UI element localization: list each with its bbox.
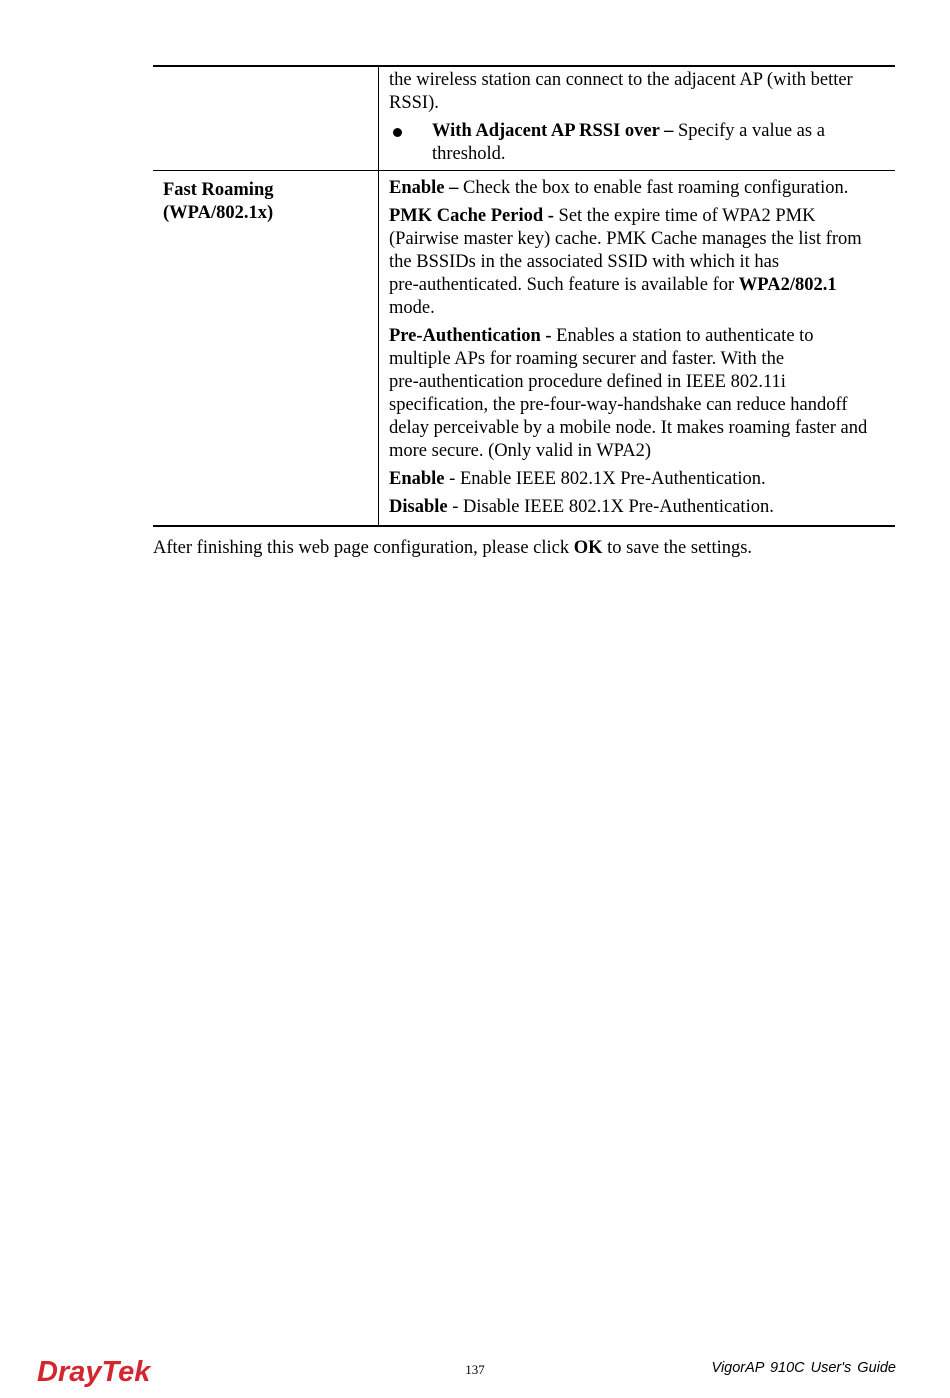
text-line: delay perceivable by a mobile node. It makes roaming faster and: [389, 418, 868, 438]
text-line: specification, the pre-four-way-handshake can reduce handoff: [389, 395, 848, 415]
preauth-bold: Pre-Authentication -: [389, 326, 552, 346]
after-text-before: After finishing this web page configuration, please click: [153, 538, 574, 558]
description-cell: [379, 66, 896, 171]
disable-bold: Disable: [389, 497, 448, 517]
logo-text: DrayTek: [37, 1356, 151, 1388]
label-line: (WPA/802.1x): [163, 203, 274, 223]
text-line: (Pairwise master key) cache. PMK Cache manages the list from: [389, 229, 862, 249]
ok-bold: OK: [573, 538, 603, 558]
bullet-line: threshold.: [432, 144, 506, 164]
bullet-icon: [393, 128, 402, 137]
text-line: [389, 205, 887, 228]
text-line: the BSSIDs in the associated SSID with which it has: [389, 252, 780, 272]
bullet-line: [432, 120, 887, 143]
text-line: the wireless station can connect to the adjacent AP (with better: [389, 70, 853, 90]
enable-text: Check the box to enable fast roaming configuration.: [458, 178, 849, 198]
enable-bold: Enable –: [389, 178, 459, 198]
after-instruction: [153, 537, 752, 560]
guide-title: VigorAP 910C User's Guide: [711, 1360, 896, 1376]
enable2-bold: Enable: [389, 469, 445, 489]
preauth-paragraph: [389, 325, 887, 463]
enable-paragraph: [389, 177, 887, 200]
pmk-mode-bold: WPA2/802.1: [738, 275, 837, 295]
label-cell-empty: [153, 66, 379, 171]
bullet-bold: With Adjacent AP RSSI over –: [432, 121, 674, 141]
label-cell: [153, 171, 379, 527]
disable-text: - Disable IEEE 802.1X Pre-Authentication.: [447, 497, 774, 517]
text-line: [389, 274, 887, 297]
enable-preauth-paragraph: [389, 468, 887, 491]
description-cell: [379, 171, 896, 527]
enable2-text: - Enable IEEE 802.1X Pre-Authentication.: [444, 469, 766, 489]
label-line: Fast Roaming: [163, 180, 274, 200]
page-number: 137: [465, 1362, 485, 1377]
pmk-bold: PMK Cache Period -: [389, 206, 554, 226]
table-row: [153, 171, 895, 527]
text-line: [389, 325, 887, 348]
bullet-text: Specify a value as a: [673, 121, 825, 141]
pmk-text: pre-authenticated. Such feature is available for: [389, 275, 739, 295]
table-row: [153, 66, 895, 171]
pmk-paragraph: [389, 205, 887, 320]
text-line: multiple APs for roaming securer and faster. With the: [389, 349, 785, 369]
text-line: mode.: [389, 298, 435, 318]
pmk-text: Set the expire time of WPA2 PMK: [553, 206, 816, 226]
parameter-table: [153, 65, 895, 527]
bullet-item: [389, 120, 887, 166]
disable-preauth-paragraph: [389, 496, 887, 519]
text-line: RSSI).: [389, 93, 439, 113]
text-line: more secure. (Only valid in WPA2): [389, 441, 652, 461]
preauth-text: Enables a station to authenticate to: [551, 326, 814, 346]
after-text-after: to save the settings.: [602, 538, 753, 558]
text-line: pre-authentication procedure defined in IEEE 802.11i: [389, 372, 786, 392]
